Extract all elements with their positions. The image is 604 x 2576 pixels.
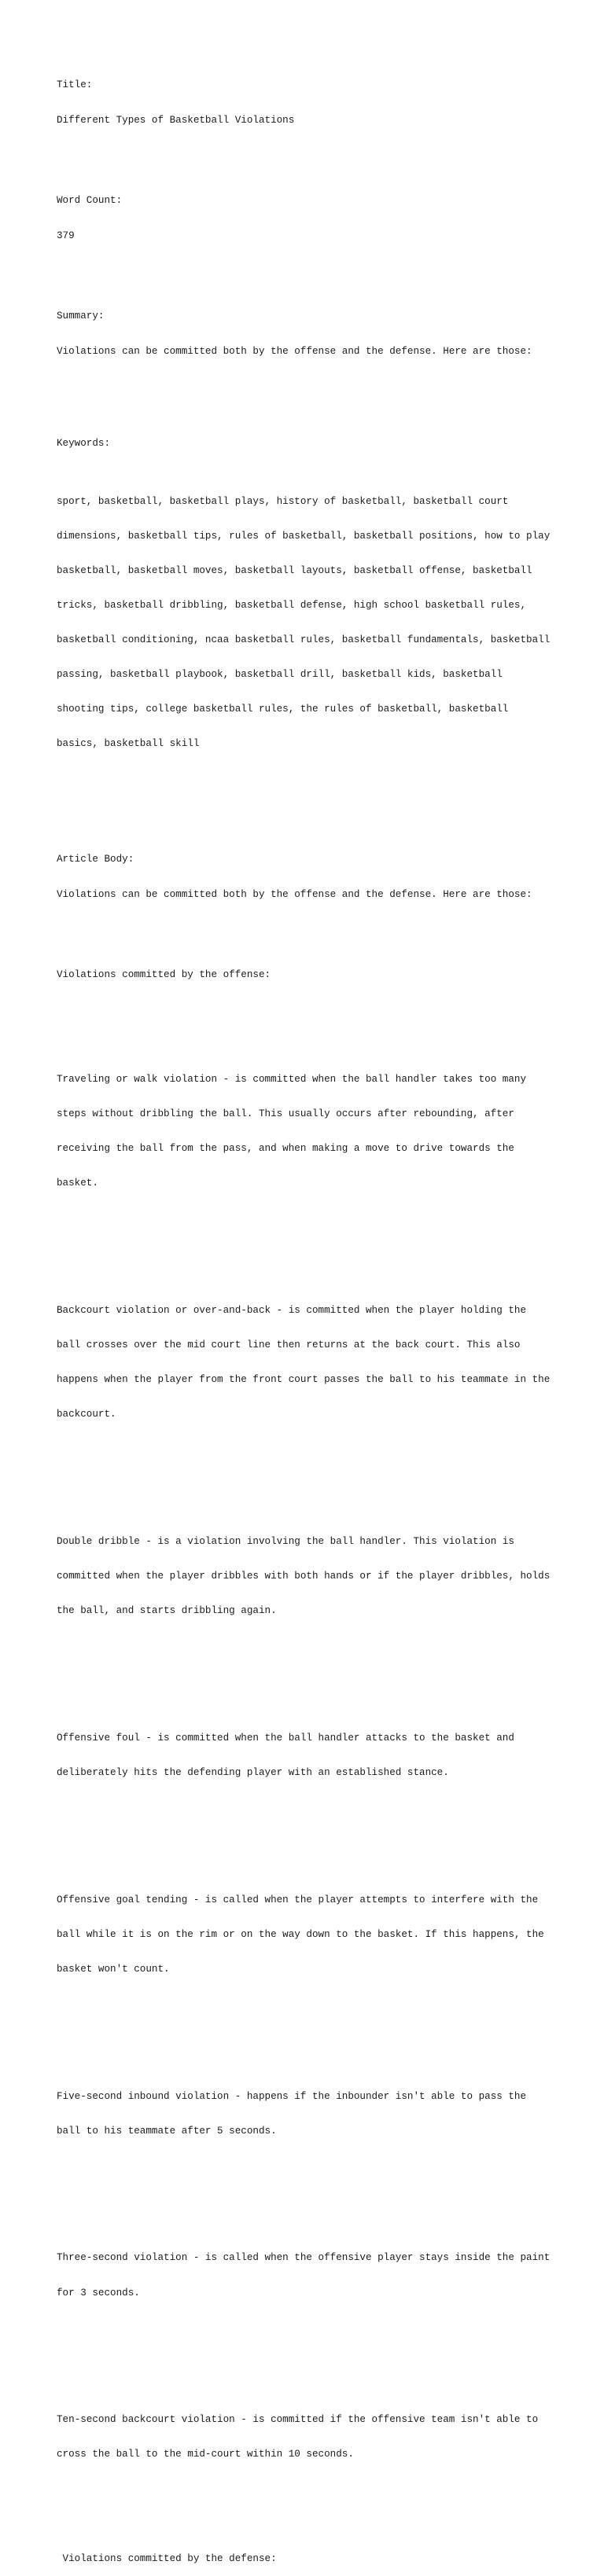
paragraph-line: Five-second inbound violation - happens if the inbounder isn't able to pass the: [57, 2090, 527, 2102]
paragraph-line: basket.: [57, 1178, 98, 1189]
paragraph-line: Three-second violation - is called when the offensive player stays inside the paint: [57, 2252, 551, 2264]
keywords-line: tricks, basketball dribbling, basketball defense, high school basketball rules,: [57, 600, 527, 611]
document-title: Different Types of Basketball Violations: [57, 114, 295, 126]
paragraph-line: receiving the ball from the pass, and when making a move to drive towards the: [57, 1143, 514, 1154]
offense-heading: Violations committed by the offense:: [57, 969, 271, 981]
paragraph-line: committed when the player dribbles with both hands or if the player dribbles, holds: [57, 1570, 551, 1582]
paragraph-five-second: [57, 2067, 568, 2160]
document-page: [57, 57, 568, 2576]
keywords-line: basics, basketball skill: [57, 738, 200, 750]
paragraph-line: Backcourt violation or over-and-back - is committed when the player holding the: [57, 1304, 527, 1316]
paragraph-line: for 3 seconds.: [57, 2287, 140, 2299]
paragraph-line: steps without dribbling the ball. This usually occurs after rebounding, after: [57, 1108, 514, 1119]
paragraph-offensive-foul: [57, 1709, 568, 1802]
keywords-block: [57, 472, 568, 773]
keywords-line: basketball conditioning, ncaa basketball rules, basketball fundamentals, basketball: [57, 634, 551, 646]
paragraph-line: ball crosses over the mid court line then returns at the back court. This also: [57, 1339, 521, 1350]
paragraph-line: cross the ball to the mid-court within 10 seconds.: [57, 2449, 354, 2460]
article-intro: Violations can be committed both by the offense and the defense. Here are those:: [57, 888, 532, 900]
paragraph-goal-tending: [57, 1871, 568, 1998]
paragraph-line: the ball, and starts dribbling again.: [57, 1605, 277, 1617]
keywords-line: sport, basketball, basketball plays, history of basketball, basketball court: [57, 495, 509, 507]
paragraph-line: ball while it is on the rim or on the way down to the basket. If this happens, the: [57, 1928, 544, 1940]
paragraph-line: Ten-second backcourt violation - is committed if the offensive team isn't able to: [57, 2414, 539, 2426]
paragraph-line: backcourt.: [57, 1409, 116, 1420]
word-count-value: 379: [57, 230, 75, 241]
paragraph-double-dribble: [57, 1512, 568, 1640]
paragraph-line: Offensive foul - is committed when the ball handler attacks to the basket and: [57, 1732, 514, 1744]
paragraph-line: happens when the player from the front court passes the ball to his teammate in the: [57, 1374, 551, 1386]
title-label: Title:: [57, 79, 93, 91]
paragraph-line: basket won't count.: [57, 1963, 170, 1975]
paragraph-line: Traveling or walk violation - is committed when the ball handler takes too many: [57, 1073, 527, 1085]
defense-heading: Violations committed by the defense:: [57, 2552, 277, 2564]
word-count-label: Word Count:: [57, 195, 123, 207]
paragraph-backcourt: [57, 1281, 568, 1443]
article-body-label: Article Body:: [57, 854, 134, 865]
summary-label: Summary:: [57, 311, 105, 322]
keywords-line: basketball, basketball moves, basketball layouts, basketball offense, basketball: [57, 564, 532, 576]
summary-text: Violations can be committed both by the offense and the defense. Here are those:: [57, 345, 532, 357]
paragraph-traveling: [57, 1050, 568, 1212]
paragraph-line: Double dribble - is a violation involving the ball handler. This violation is: [57, 1535, 514, 1547]
paragraph-ten-second: [57, 2391, 568, 2484]
keywords-line: passing, basketball playbook, basketball drill, basketball kids, basketball: [57, 669, 503, 681]
paragraph-line: deliberately hits the defending player with an established stance.: [57, 1766, 449, 1778]
keywords-line: dimensions, basketball tips, rules of basketball, basketball positions, how to play: [57, 530, 551, 542]
paragraph-line: ball to his teammate after 5 seconds.: [57, 2125, 277, 2137]
paragraph-three-second: [57, 2229, 568, 2322]
paragraph-line: Offensive goal tending - is called when the player attempts to interfere with the: [57, 1894, 539, 1905]
keywords-label: Keywords:: [57, 438, 111, 450]
keywords-line: shooting tips, college basketball rules, the rules of basketball, basketball: [57, 704, 509, 715]
